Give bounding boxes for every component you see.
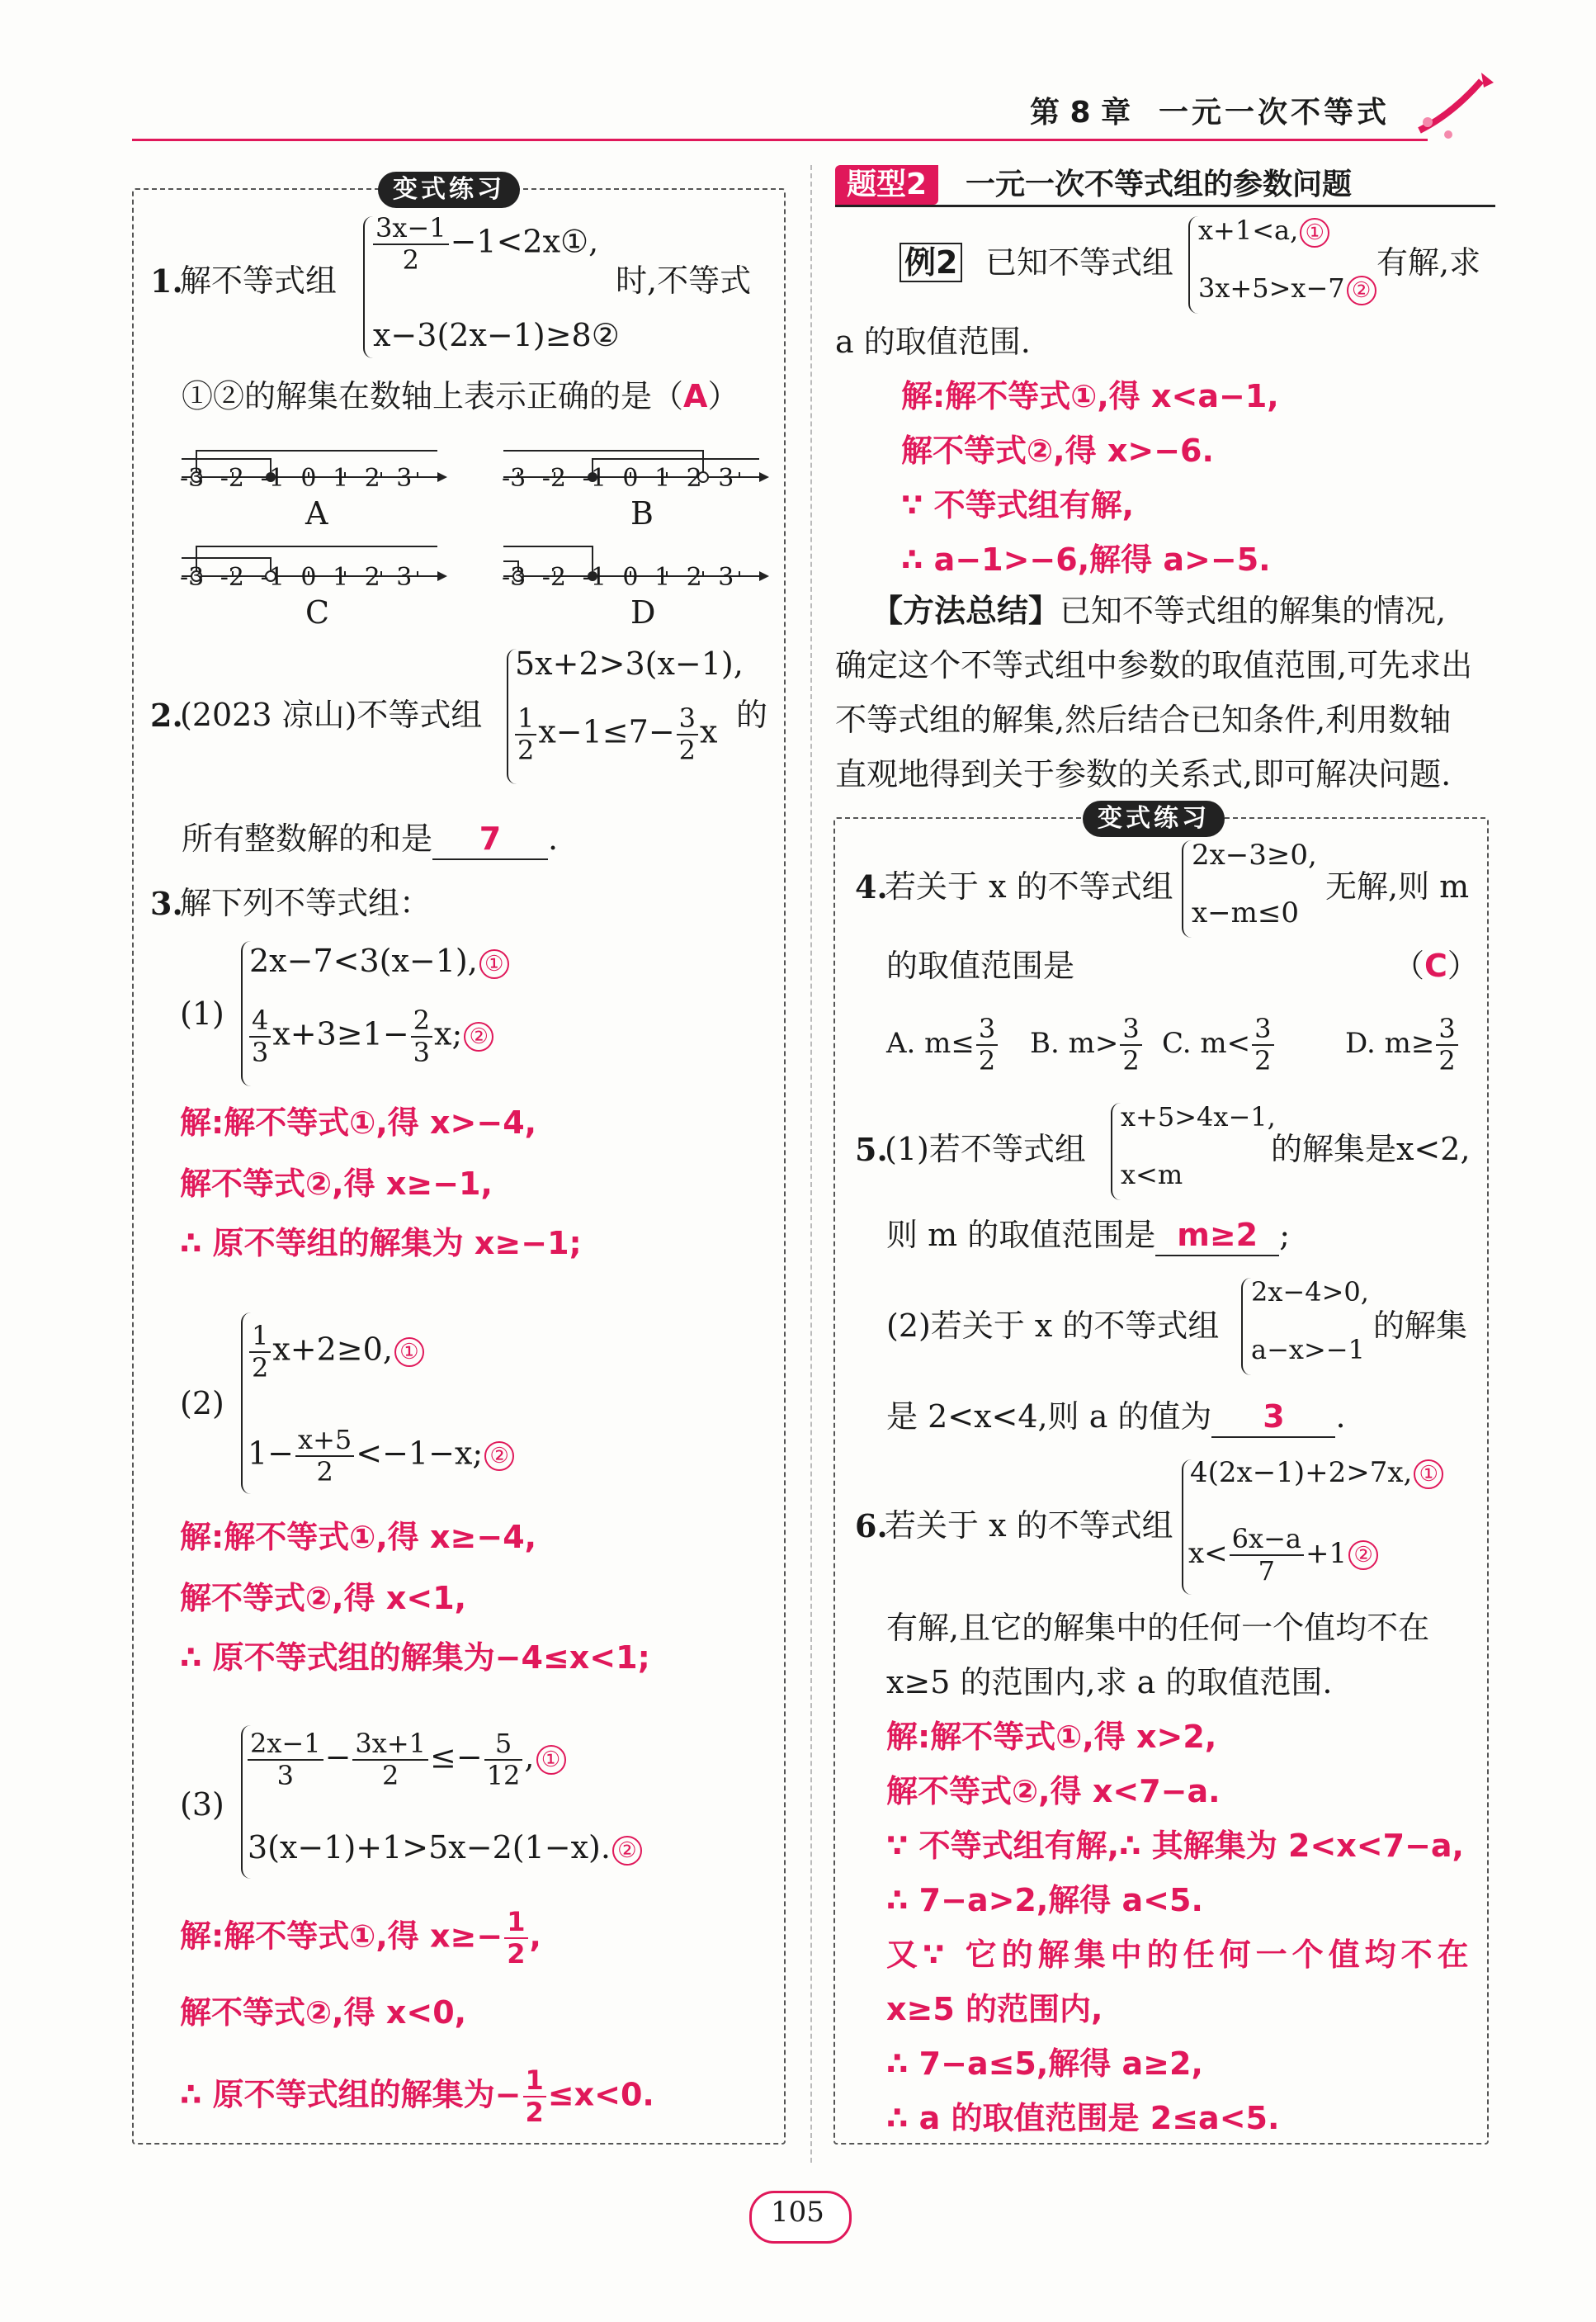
method-line-2: 确定这个不等式组中参数的取值范围,可先求出 — [835, 647, 1473, 683]
q3-p1-line1: 2x−7<3(x−1), ① — [249, 943, 509, 981]
q5-p2-tail: 的解集 — [1373, 1308, 1468, 1344]
example-tag: 例2 — [900, 244, 962, 282]
example-line2: 3x+5>x−7 ② — [1198, 272, 1376, 305]
example-lead: 已知不等式组 — [985, 244, 1174, 281]
q5-p2-line2: a−x>−1 — [1251, 1334, 1365, 1365]
q3-p2-sol-2: 解不等式②,得 x<1, — [180, 1580, 467, 1616]
q6-line1: 4(2x−1)+2>7x, ① — [1190, 1456, 1443, 1490]
practice-badge-left: 变式练习 — [378, 172, 520, 208]
q2-lead: (2023 凉山)不等式组 — [180, 697, 483, 733]
q4-line1: 2x−3≥0, — [1192, 839, 1317, 872]
q3-p2-line2: 1− $\frac{x+5}{2}$ <−1−x; ② — [248, 1425, 514, 1487]
q1-tail: 时,不等式 — [616, 262, 752, 299]
q3-p2-label: (2) — [180, 1385, 224, 1421]
q6-sol-1: 解:解不等式①,得 x>2, — [886, 1719, 1217, 1755]
option-b-label: B — [630, 495, 654, 532]
q5-p2-brace — [1241, 1278, 1251, 1375]
q6-sol-4: ∴ 7−a>2,解得 a<5. — [886, 1882, 1203, 1918]
q4-answer: C — [1424, 948, 1447, 984]
chapter-label: 第 8 章 — [1030, 96, 1131, 130]
q6-text-1: 有解,且它的解集中的任何一个值均不在 — [886, 1610, 1430, 1646]
q4-answer-box: （C） — [1393, 948, 1479, 984]
q6-line2: x< $\frac{6x-a}{7}$ +1 ② — [1188, 1524, 1378, 1587]
q2-tail: 的 — [736, 697, 768, 733]
q3-p2-sol-3: ∴ 原不等式组的解集为−4≤x<1; — [180, 1639, 650, 1676]
example-tail: 有解,求 — [1376, 244, 1481, 281]
q4-lead: 若关于 x 的不等式组 — [885, 868, 1173, 905]
q4-tail: 无解,则 m — [1325, 868, 1470, 905]
q5-p1-tail: 的解集是x<2, — [1271, 1131, 1471, 1167]
type-badge: 题型2 — [835, 165, 938, 205]
q1-answer: A — [683, 378, 708, 414]
q5-p1-lead: (1)若不等式组 — [885, 1131, 1086, 1167]
q1-lead: 解不等式组 — [180, 262, 338, 299]
q5-p2-lead: (2)若关于 x 的不等式组 — [886, 1308, 1220, 1344]
q4-option-c: C. m< $\frac{3}{2}$ — [1162, 1014, 1276, 1076]
example-sol-3: ∵ 不等式组有解, — [901, 487, 1135, 523]
ticks-d: -3 -2 -1 0 1 2 3 — [502, 563, 734, 592]
example-sol-2: 解不等式②,得 x>−6. — [901, 433, 1214, 469]
q6-sol-6: x≥5 的范围内, — [886, 1991, 1103, 2027]
q6-sol-2: 解不等式②,得 x<7−a. — [886, 1773, 1221, 1809]
option-d-label: D — [630, 594, 656, 631]
q3-p1-sol-1: 解:解不等式①,得 x>−4, — [180, 1104, 537, 1141]
q2-question: 所有整数解的和是 7 . — [182, 821, 558, 860]
q6-sol-3: ∵ 不等式组有解,∴ 其解集为 2<x<7−a, — [886, 1828, 1464, 1864]
q2-answer: 7 — [479, 821, 502, 857]
q3-p2-line1: $\frac{1}{2}$ x+2≥0, ① — [248, 1321, 424, 1383]
header-rule — [132, 139, 1428, 141]
q3-p3-sol-2: 解不等式②,得 x<0, — [180, 1994, 467, 2031]
q2-line2: $\frac{1}{2}$ x−1≤7− $\frac{3}{2}$ x — [513, 703, 717, 766]
q6-sol-7: ∴ 7−a≤5,解得 a≥2, — [886, 2045, 1203, 2082]
option-c-label: C — [305, 594, 330, 631]
q1-line1: $\frac{3x-1}{2}$ −1<2x①, — [371, 213, 598, 276]
q3-p1-sol-3: ∴ 原不等组的解集为 x≥−1; — [180, 1225, 582, 1261]
q3-number: 3. — [150, 885, 183, 922]
q6-sol-5: 又∵ 它的解集中的任何一个值均不在 — [886, 1937, 1474, 1973]
q3-p3-line1: $\frac{2x-1}{3}$ − $\frac{3x+1}{2}$ ≤− $\frac{5}{12}$ , ① — [246, 1728, 566, 1791]
page-number: 105 — [771, 2196, 824, 2229]
q3-p1-label: (1) — [180, 995, 224, 1032]
ticks-c: -3 -2 -1 0 1 2 3 — [180, 563, 413, 592]
q4-option-b: B. m> $\frac{3}{2}$ — [1030, 1014, 1144, 1076]
q3-p2-sol-1: 解:解不等式①,得 x≥−4, — [180, 1519, 537, 1555]
example-sol-4: ∴ a−1>−6,解得 a>−5. — [901, 541, 1271, 578]
q2-number: 2. — [150, 697, 183, 734]
example-line-b: a 的取值范围. — [835, 324, 1031, 360]
chapter-title: 一元一次不等式 — [1159, 96, 1391, 130]
example-sol-1: 解:解不等式①,得 x<a−1, — [901, 378, 1279, 414]
q3-p1-line2: $\frac{4}{3}$ x+3≥1− $\frac{2}{3}$ x; ② — [248, 1005, 493, 1068]
q1-number: 1. — [150, 262, 183, 300]
column-divider — [810, 165, 812, 2163]
method-line-4: 直观地得到关于参数的关系式,即可解决问题. — [835, 756, 1452, 792]
ticks-a: -3 -2 -1 0 1 2 3 — [180, 464, 413, 493]
q2-line1: 5x+2>3(x−1), — [515, 646, 744, 682]
example-brace — [1188, 216, 1198, 314]
q4-line-b: 的取值范围是 — [886, 948, 1075, 984]
method-line-1: 【方法总结】已知不等式组的解集的情况, — [871, 593, 1447, 629]
q5-number: 5. — [855, 1131, 888, 1168]
q6-text-2: x≥5 的范围内,求 a 的取值范围. — [886, 1664, 1333, 1700]
q5-p2-answer: 3 — [1263, 1398, 1285, 1435]
q3-p3-label: (3) — [180, 1786, 224, 1823]
q1-question: ①②的解集在数轴上表示正确的是（A） — [182, 378, 739, 414]
practice-badge-right: 变式练习 — [1083, 801, 1225, 837]
ticks-b: -3 -2 -1 0 1 2 3 — [502, 464, 734, 493]
q5-p2-line1: 2x−4>0, — [1251, 1276, 1369, 1308]
q3-p3-line2: 3(x−1)+1>5x−2(1−x). ② — [248, 1829, 642, 1867]
q5-p1-question: 则 m 的取值范围是 m≥2 ; — [886, 1217, 1290, 1256]
q6-sol-8: ∴ a 的取值范围是 2≤a<5. — [886, 2100, 1280, 2136]
example-line1: x+1<a, ① — [1198, 215, 1329, 248]
pen-decoration-icon — [1403, 64, 1502, 147]
q3-p1-sol-2: 解不等式②,得 x≥−1, — [180, 1166, 493, 1202]
q4-option-a: A. m≤ $\frac{3}{2}$ — [886, 1014, 999, 1076]
q4-line2: x−m≤0 — [1192, 896, 1300, 929]
q6-lead: 若关于 x 的不等式组 — [885, 1507, 1173, 1544]
option-a-label: A — [305, 495, 328, 532]
type-title: 一元一次不等式组的参数问题 — [966, 168, 1353, 201]
q4-brace — [1182, 840, 1192, 938]
q5-p1-answer: m≥2 — [1177, 1217, 1258, 1253]
type-rule — [835, 205, 1495, 207]
q4-option-d: D. m≥ $\frac{3}{2}$ — [1345, 1014, 1460, 1076]
q6-number: 6. — [855, 1507, 888, 1544]
q3-lead: 解下列不等式组： — [180, 885, 432, 921]
q5-p1-line2: x<m — [1121, 1159, 1183, 1190]
q5-p1-brace — [1111, 1103, 1121, 1200]
q1-line2: x−3(2x−1)≥8② — [373, 317, 620, 353]
q4-number: 4. — [855, 868, 888, 906]
q5-p1-line1: x+5>4x−1, — [1121, 1101, 1276, 1133]
q3-p3-sol-1: 解:解不等式①,得 x≥− $\frac{1}{2}$ , — [180, 1906, 541, 1970]
q5-p2-question: 是 2<x<4,则 a 的值为 3 . — [886, 1398, 1346, 1438]
method-line-3: 不等式组的解集,然后结合已知条件,利用数轴 — [835, 702, 1452, 738]
q3-p3-sol-3: ∴ 原不等式组的解集为− $\frac{1}{2}$ ≤x<0. — [180, 2064, 654, 2128]
